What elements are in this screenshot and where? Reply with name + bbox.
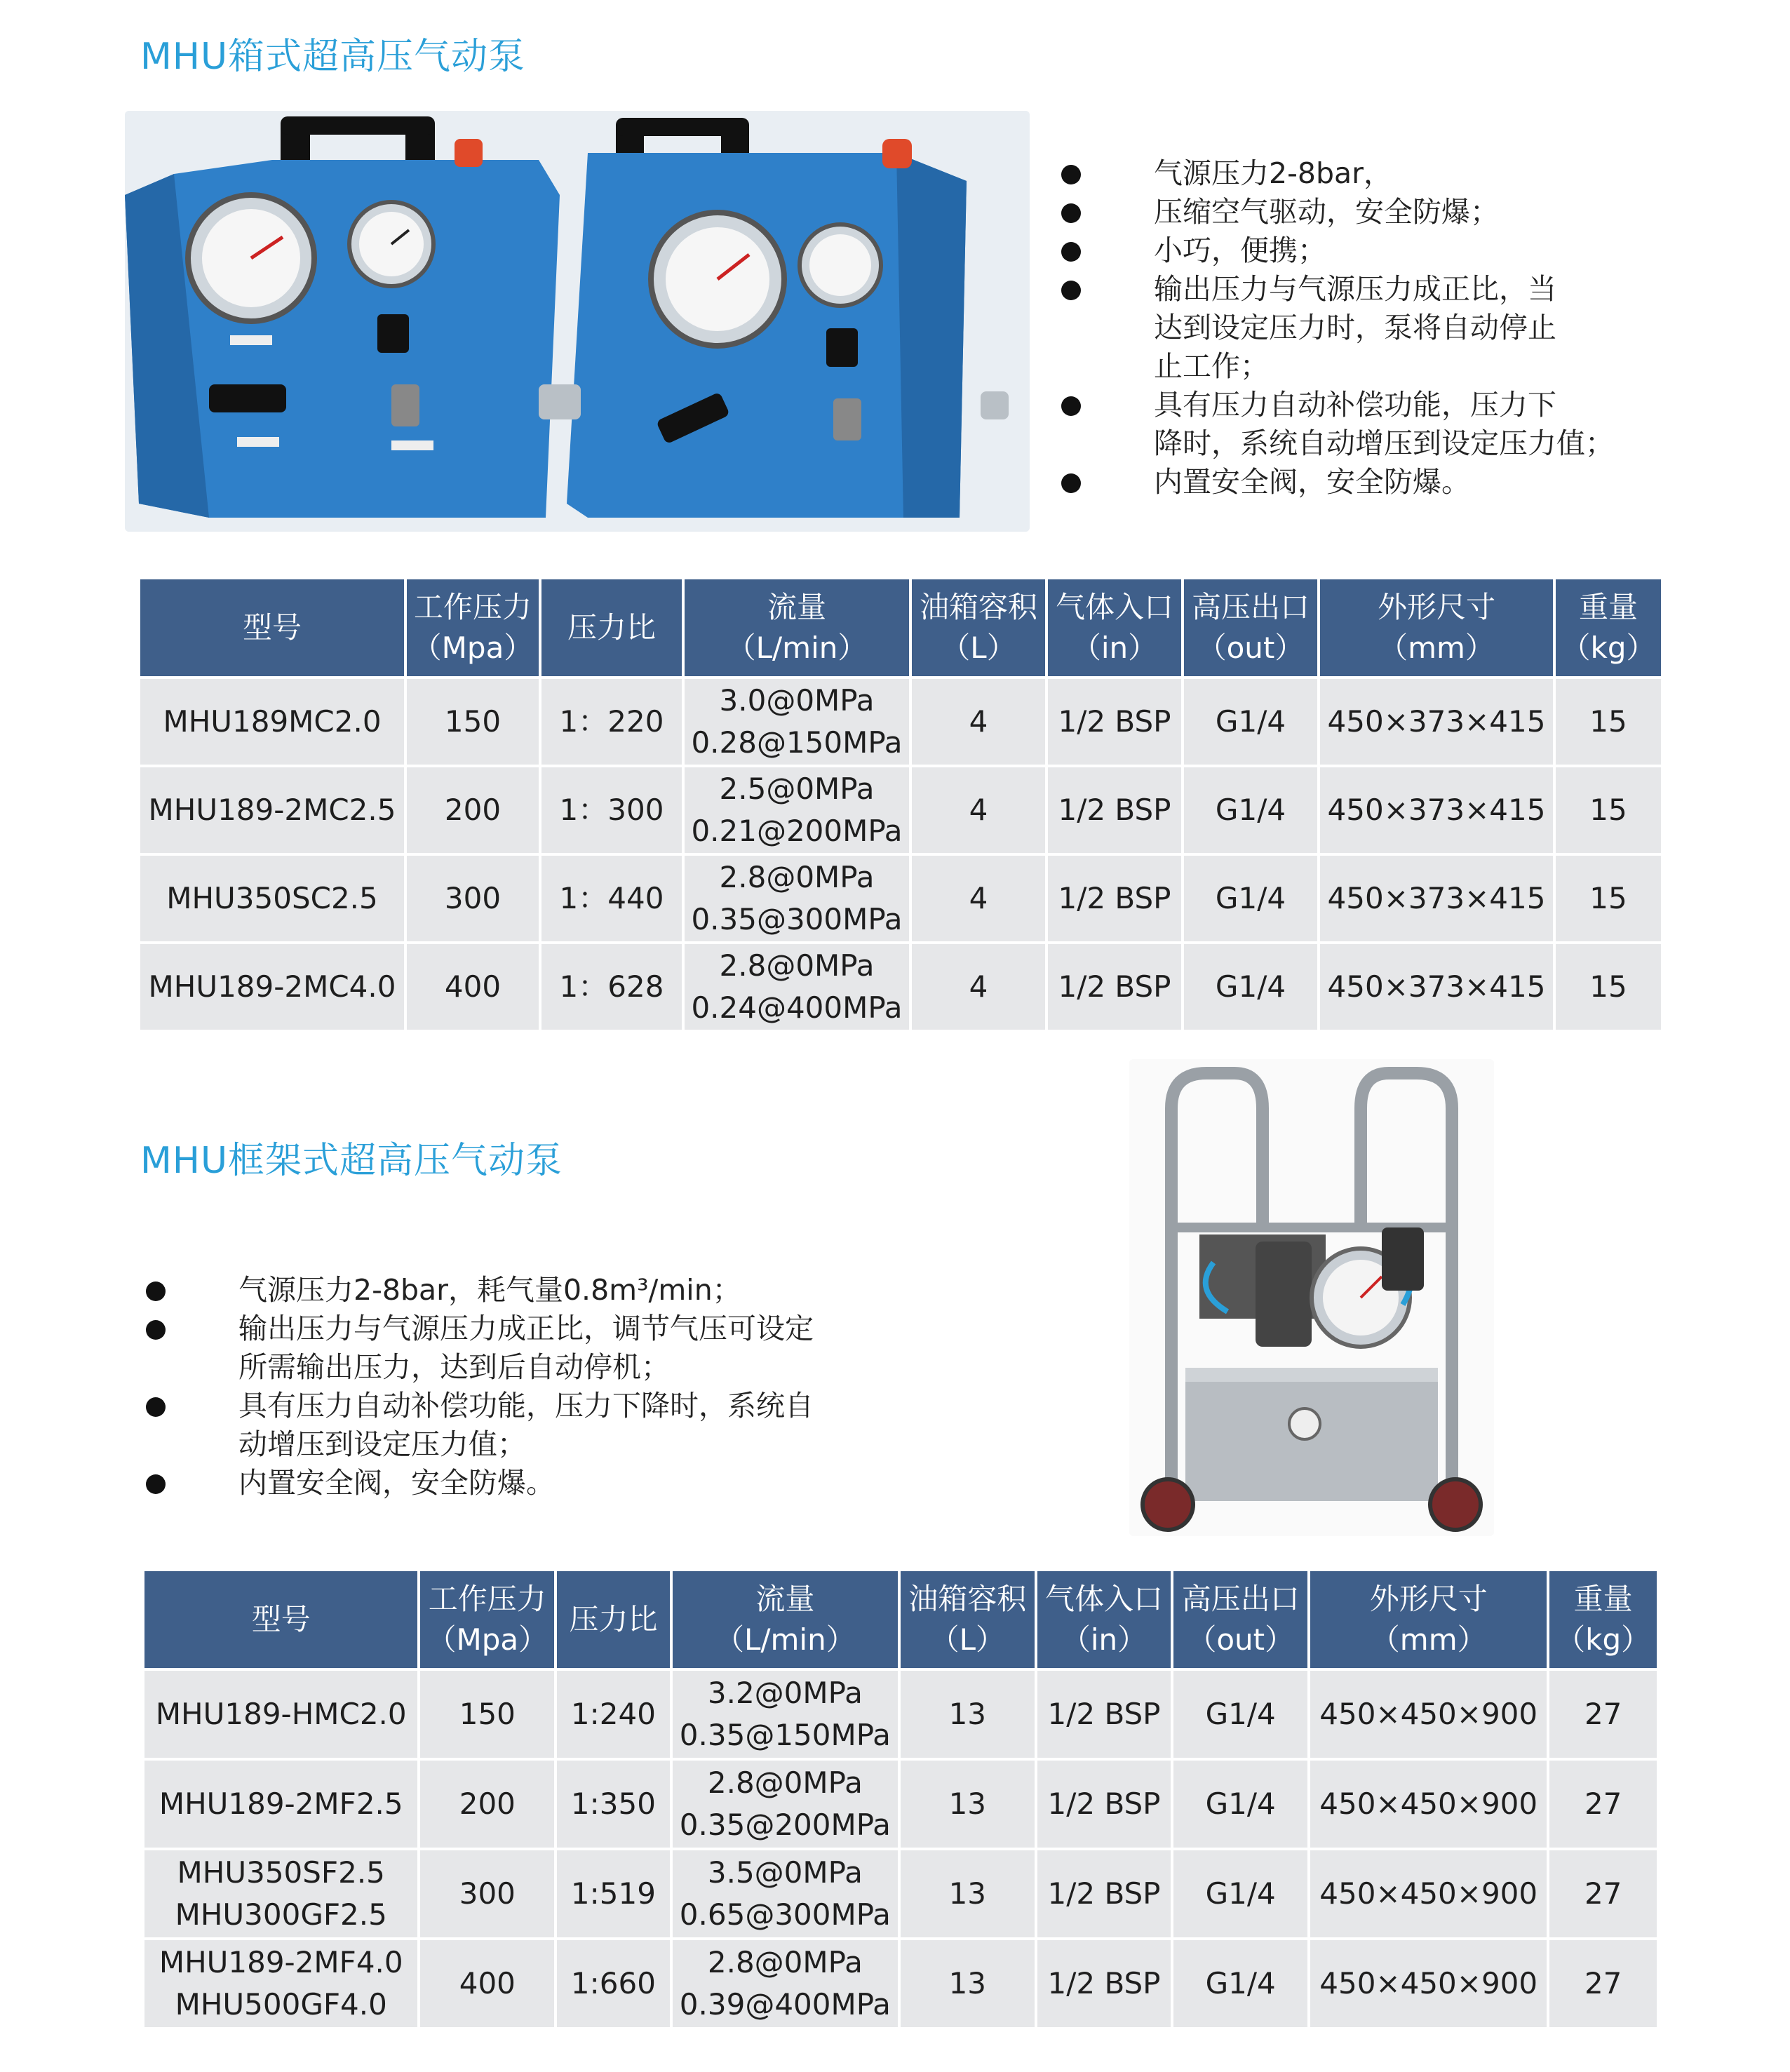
column-header: 油箱容积 （L） — [901, 1571, 1035, 1668]
table-row — [144, 1940, 1657, 2027]
cell-ratio: 1:350 — [557, 1761, 670, 1848]
cell-weight: 27 — [1549, 1940, 1657, 2027]
frame-pump-photo — [1129, 1059, 1494, 1536]
cell-pressure: 200 — [407, 767, 539, 853]
frame-pump-illustration — [1129, 1059, 1494, 1536]
cell-ratio: 1：440 — [541, 856, 682, 941]
feature-item: 输出压力与气源压力成正比，调节气压可设定 所需输出压力，达到后自动停机； — [140, 1310, 933, 1387]
cell-size: 450×373×415 — [1320, 767, 1553, 853]
feature-item: 具有压力自动补偿功能，压力下 降时，系统自动增压到设定压力值； — [1056, 386, 1764, 463]
cell-outlet: G1/4 — [1184, 767, 1317, 853]
column-header: 压力比 — [541, 579, 682, 676]
column-header: 高压出口 （out） — [1184, 579, 1317, 676]
column-header: 工作压力 （Mpa） — [407, 579, 539, 676]
feature-item: 气源压力2-8bar，耗气量0.8m³/min； — [140, 1271, 933, 1310]
feature-item: 气源压力2-8bar， — [1056, 154, 1764, 193]
cell-flow: 2.8@0MPa 0.39@400MPa — [673, 1940, 898, 2027]
cell-size: 450×373×415 — [1320, 856, 1553, 941]
cell-flow: 2.8@0MPa 0.35@300MPa — [685, 856, 909, 941]
frame-pump-spec-table — [142, 1568, 1660, 2030]
cell-size: 450×450×900 — [1310, 1850, 1547, 1937]
column-header: 重量 （kg） — [1549, 1571, 1657, 1668]
section2-feature-list — [140, 1271, 933, 1502]
cell-outlet: G1/4 — [1173, 1761, 1307, 1848]
left-pump-body — [125, 116, 560, 518]
table-row — [144, 1761, 1657, 1848]
cell-inlet: 1/2 BSP — [1048, 767, 1181, 853]
cell-ratio: 1：300 — [541, 767, 682, 853]
cell-tank: 13 — [901, 1671, 1035, 1758]
table-row — [144, 1671, 1657, 1758]
cell-flow: 2.8@0MPa 0.24@400MPa — [685, 944, 909, 1030]
cell-inlet: 1/2 BSP — [1037, 1940, 1171, 2027]
column-header: 外形尺寸 （mm） — [1320, 579, 1553, 676]
right-pump-body — [539, 118, 1009, 518]
column-header: 气体入口 （in） — [1037, 1571, 1171, 1668]
cell-tank: 4 — [912, 767, 1045, 853]
cell-tank: 4 — [912, 856, 1045, 941]
column-header: 型号 — [144, 1571, 417, 1668]
table-row — [144, 1850, 1657, 1937]
table-row — [140, 856, 1661, 941]
cell-pressure: 200 — [420, 1761, 554, 1848]
section2-title: MHU框架式超高压气动泵 — [140, 1140, 563, 1182]
cell-tank: 13 — [901, 1940, 1035, 2027]
cell-inlet: 1/2 BSP — [1048, 944, 1181, 1030]
table-row — [140, 679, 1661, 765]
cell-tank: 13 — [901, 1761, 1035, 1848]
cell-pressure: 300 — [420, 1850, 554, 1937]
table-header-row — [144, 1571, 1657, 1668]
cell-inlet: 1/2 BSP — [1037, 1761, 1171, 1848]
feature-item: 具有压力自动补偿功能，压力下降时，系统自 动增压到设定压力值； — [140, 1387, 933, 1464]
cell-flow: 3.0@0MPa 0.28@150MPa — [685, 679, 909, 765]
cell-size: 450×450×900 — [1310, 1671, 1547, 1758]
cell-pressure: 150 — [407, 679, 539, 765]
column-header: 高压出口 （out） — [1173, 1571, 1307, 1668]
cell-weight: 15 — [1556, 944, 1661, 1030]
box-pump-spec-table — [137, 577, 1664, 1032]
section1-feature-list — [1056, 154, 1764, 502]
table-row — [140, 944, 1661, 1030]
cell-model: MHU189MC2.0 — [140, 679, 404, 765]
feature-item: 压缩空气驱动，安全防爆； — [1056, 193, 1764, 231]
box-pump-photo — [125, 111, 1030, 532]
cell-outlet: G1/4 — [1184, 856, 1317, 941]
cell-weight: 15 — [1556, 767, 1661, 853]
column-header: 油箱容积 （L） — [912, 579, 1045, 676]
cell-size: 450×373×415 — [1320, 679, 1553, 765]
cell-flow: 2.8@0MPa 0.35@200MPa — [673, 1761, 898, 1848]
cell-pressure: 400 — [420, 1940, 554, 2027]
cell-pressure: 400 — [407, 944, 539, 1030]
cell-flow: 3.5@0MPa 0.65@300MPa — [673, 1850, 898, 1937]
cell-model: MHU189-2MF2.5 — [144, 1761, 417, 1848]
cell-ratio: 1:519 — [557, 1850, 670, 1937]
column-header: 流量 （L/min） — [673, 1571, 898, 1668]
cell-flow: 3.2@0MPa 0.35@150MPa — [673, 1671, 898, 1758]
cell-ratio: 1:240 — [557, 1671, 670, 1758]
column-header: 重量 （kg） — [1556, 579, 1661, 676]
cell-pressure: 300 — [407, 856, 539, 941]
cell-weight: 27 — [1549, 1671, 1657, 1758]
cell-size: 450×373×415 — [1320, 944, 1553, 1030]
cell-outlet: G1/4 — [1184, 679, 1317, 765]
cell-size: 450×450×900 — [1310, 1940, 1547, 2027]
cell-tank: 4 — [912, 944, 1045, 1030]
cell-weight: 15 — [1556, 856, 1661, 941]
cell-inlet: 1/2 BSP — [1037, 1671, 1171, 1758]
cell-ratio: 1：628 — [541, 944, 682, 1030]
cell-inlet: 1/2 BSP — [1048, 856, 1181, 941]
cell-inlet: 1/2 BSP — [1048, 679, 1181, 765]
feature-item: 输出压力与气源压力成正比，当 达到设定压力时，泵将自动停止 止工作； — [1056, 270, 1764, 386]
column-header: 气体入口 （in） — [1048, 579, 1181, 676]
cell-outlet: G1/4 — [1173, 1940, 1307, 2027]
cell-model: MHU350SC2.5 — [140, 856, 404, 941]
cell-model: MHU189-2MF4.0 MHU500GF4.0 — [144, 1940, 417, 2027]
table-body — [144, 1671, 1657, 2027]
cell-model: MHU189-2MC2.5 — [140, 767, 404, 853]
cell-weight: 27 — [1549, 1850, 1657, 1937]
cell-outlet: G1/4 — [1184, 944, 1317, 1030]
column-header: 压力比 — [557, 1571, 670, 1668]
box-pump-illustration — [125, 111, 1030, 532]
feature-item: 内置安全阀，安全防爆。 — [140, 1464, 933, 1502]
table-body — [140, 679, 1661, 1030]
cell-model: MHU350SF2.5 MHU300GF2.5 — [144, 1850, 417, 1937]
feature-item: 内置安全阀，安全防爆。 — [1056, 463, 1764, 502]
cell-model: MHU189-HMC2.0 — [144, 1671, 417, 1758]
cell-ratio: 1：220 — [541, 679, 682, 765]
cell-model: MHU189-2MC4.0 — [140, 944, 404, 1030]
cell-tank: 4 — [912, 679, 1045, 765]
section1-title: MHU箱式超高压气动泵 — [140, 36, 526, 78]
column-header: 流量 （L/min） — [685, 579, 909, 676]
cell-size: 450×450×900 — [1310, 1761, 1547, 1848]
cell-outlet: G1/4 — [1173, 1671, 1307, 1758]
cell-flow: 2.5@0MPa 0.21@200MPa — [685, 767, 909, 853]
cell-ratio: 1:660 — [557, 1940, 670, 2027]
column-header: 工作压力 （Mpa） — [420, 1571, 554, 1668]
cell-weight: 15 — [1556, 679, 1661, 765]
cell-outlet: G1/4 — [1173, 1850, 1307, 1937]
column-header: 外形尺寸 （mm） — [1310, 1571, 1547, 1668]
table-header-row — [140, 579, 1661, 676]
cell-tank: 13 — [901, 1850, 1035, 1937]
cell-pressure: 150 — [420, 1671, 554, 1758]
feature-item: 小巧，便携； — [1056, 231, 1764, 270]
table-row — [140, 767, 1661, 853]
cell-weight: 27 — [1549, 1761, 1657, 1848]
cell-inlet: 1/2 BSP — [1037, 1850, 1171, 1937]
column-header: 型号 — [140, 579, 404, 676]
